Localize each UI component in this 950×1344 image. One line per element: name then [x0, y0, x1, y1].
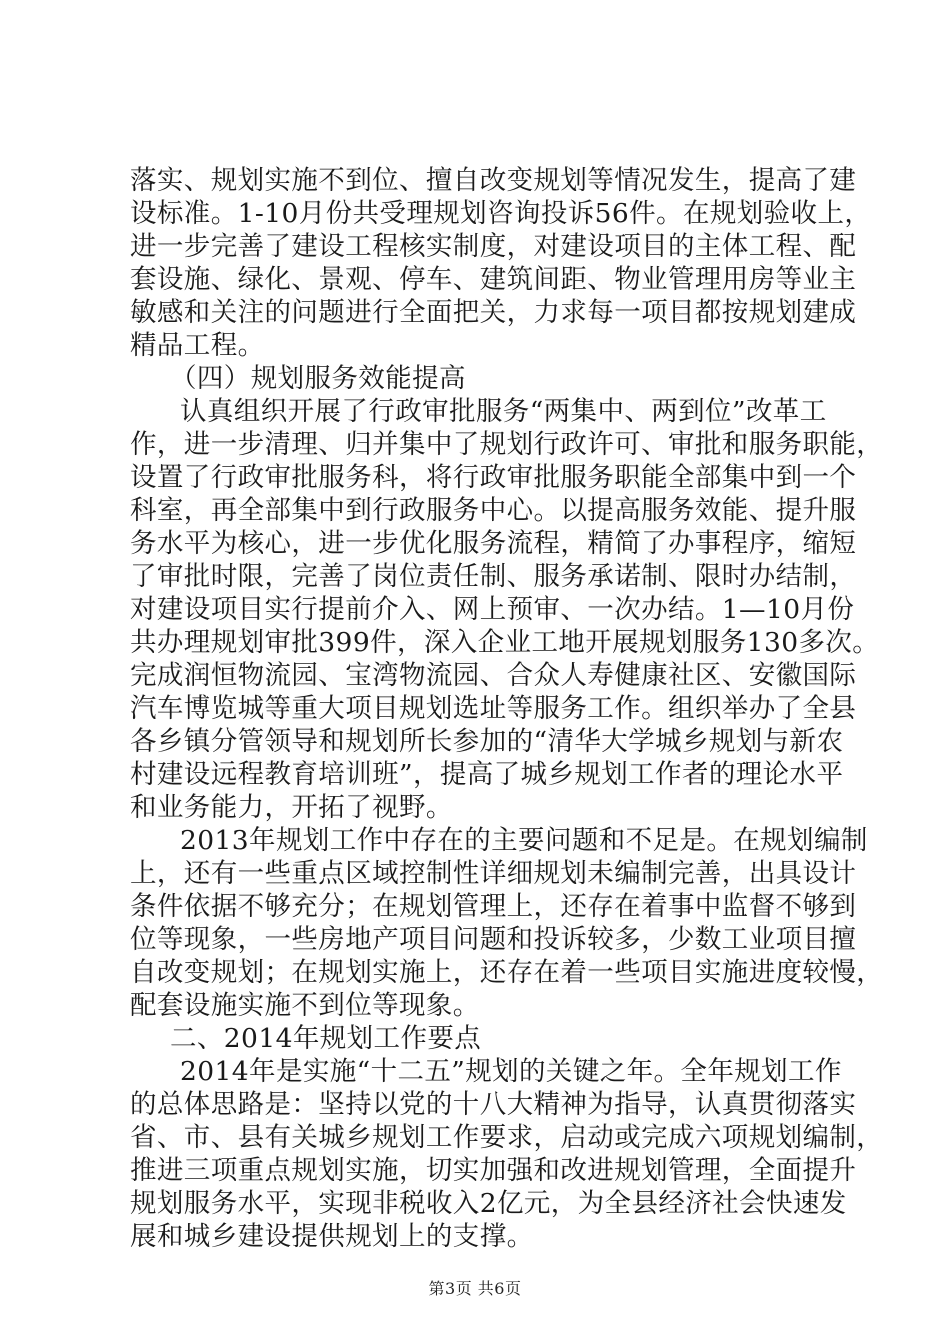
text-line: 落实、规划实施不到位、擅自改变规划等情况发生，提高了建: [130, 165, 857, 196]
text-line: 配套设施实施不到位等现象。: [130, 990, 480, 1021]
text-line: 的总体思路是：坚持以党的十八大精神为指导，认真贯彻落实: [130, 1089, 857, 1120]
text-line: 村建设远程教育培训班”，提高了城乡规划工作者的理论水平: [130, 759, 844, 790]
text-line: 条件依据不够充分；在规划管理上，还存在着事中监督不够到: [130, 891, 857, 922]
text-line: 上，还有一些重点区域控制性详细规划未编制完善，出具设计: [130, 858, 857, 889]
text-line: 省、市、县有关城乡规划工作要求，启动或完成六项规划编制，: [130, 1122, 884, 1153]
text-line: 务水平为核心，进一步优化服务流程，精简了办事程序，缩短: [130, 528, 857, 559]
text-line: 展和城乡建设提供规划上的支撑。: [130, 1221, 534, 1252]
text-line: 和业务能力，开拓了视野。: [130, 792, 453, 823]
body-text: [130, 164, 884, 1253]
text-line: 精品工程。: [130, 330, 265, 361]
text-line: 自改变规划；在规划实施上，还存在着一些项目实施进度较慢，: [130, 957, 884, 988]
section-heading: 二、2014年规划工作要点: [170, 1023, 482, 1054]
page-number: 第3页 共6页: [428, 1279, 522, 1298]
section-heading: （四）规划服务效能提高: [170, 363, 466, 394]
text-line: 共办理规划审批399件，深入企业工地开展规划服务130多次。: [130, 627, 880, 658]
text-line: 2014年是实施“十二五”规划的关键之年。全年规划工作: [180, 1056, 842, 1087]
text-line: 认真组织开展了行政审批服务“两集中、两到位”改革工: [180, 396, 827, 427]
text-line: 对建设项目实行提前介入、网上预审、一次办结。1—10月份: [130, 594, 855, 625]
page-footer: [0, 1276, 950, 1299]
text-line: 套设施、绿化、景观、停车、建筑间距、物业管理用房等业主: [130, 264, 857, 295]
text-line: 2013年规划工作中存在的主要问题和不足是。在规划编制: [180, 825, 868, 856]
text-line: 推进三项重点规划实施，切实加强和改进规划管理，全面提升: [130, 1155, 857, 1186]
text-line: 设置了行政审批服务科，将行政审批服务职能全部集中到一个: [130, 462, 857, 493]
text-line: 了审批时限，完善了岗位责任制、服务承诺制、限时办结制，: [130, 561, 857, 592]
text-line: 位等现象，一些房地产项目问题和投诉较多，少数工业项目擅: [130, 924, 857, 955]
text-line: 作，进一步清理、归并集中了规划行政许可、审批和服务职能，: [130, 429, 884, 460]
text-line: 各乡镇分管领导和规划所长参加的“清华大学城乡规划与新农: [130, 726, 844, 757]
text-line: 规划服务水平，实现非税收入2亿元，为全县经济社会快速发: [130, 1188, 847, 1219]
text-line: 汽车博览城等重大项目规划选址等服务工作。组织举办了全县: [130, 693, 857, 724]
text-line: 设标准。1-10月份共受理规划咨询投诉56件。在规划验收上，: [130, 198, 872, 229]
text-line: 完成润恒物流园、宝湾物流园、合众人寿健康社区、安徽国际: [130, 660, 857, 691]
text-line: 科室，再全部集中到行政服务中心。以提高服务效能、提升服: [130, 495, 857, 526]
text-line: 进一步完善了建设工程核实制度，对建设项目的主体工程、配: [130, 231, 857, 262]
text-line: 敏感和关注的问题进行全面把关，力求每一项目都按规划建成: [130, 297, 857, 328]
